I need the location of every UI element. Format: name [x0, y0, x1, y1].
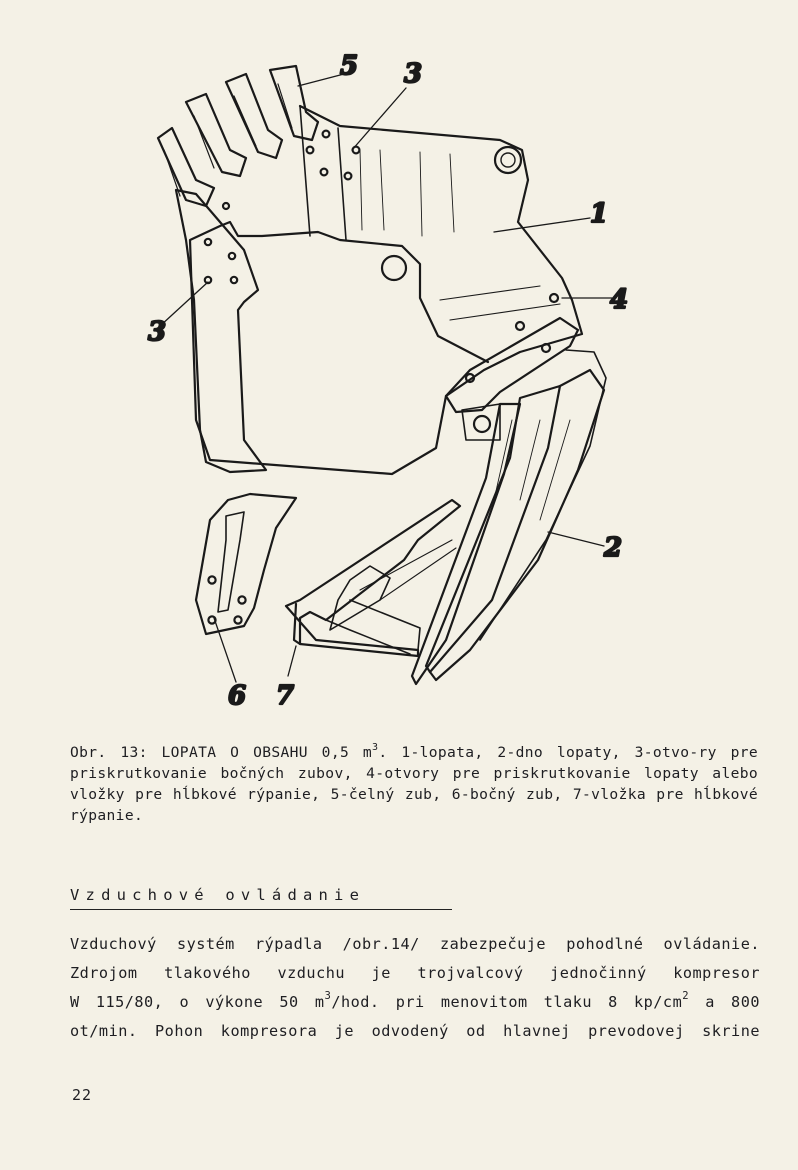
callout-4: 4 [610, 285, 629, 315]
side-tooth [196, 494, 296, 634]
page-number: 22 [72, 1086, 93, 1104]
body-line-3-a: W 115/80, o výkone 50 m [70, 993, 325, 1011]
caption-superscript: 3 [372, 742, 379, 753]
figure-caption [70, 742, 758, 826]
callout-1: 1 [590, 199, 609, 229]
body-line-1: Vzduchový systém rýpadla /obr.14/ zabezpečuje pohodlné ovládanie. [70, 935, 760, 953]
callout-3-left: 3 [148, 317, 167, 347]
body-line-3-sup2: 2 [682, 990, 690, 1002]
body-line-3 [70, 988, 760, 1017]
bucket-bottom [412, 350, 606, 684]
callout-3-top: 3 [404, 59, 423, 89]
body-line-4: ot/min. Pohon kompresora je odvodený od hlavnej prevodovej skrine [70, 1022, 760, 1040]
front-teeth [158, 66, 318, 206]
callout-5: 5 [340, 51, 359, 81]
caption-text: . 1-lopata, 2-dno lopaty, 3-otvo-ry pre priskrutkovanie bočných zubov, 4-otvory pre priskrutkovanie lopaty alebo vložky pre hĺbkové rýpanie, 5-čelný zub, 6-bočný zub, 7-vložka pre hĺbkové rýpanie. [70, 744, 758, 824]
body-line-2: Zdrojom tlakového vzduchu je trojvalcový jednočinný kompresor [70, 964, 760, 982]
body-line-3-b: /hod. pri menovitom tlaku 8 kp/cm [331, 993, 683, 1011]
bucket-body [190, 106, 582, 474]
caption-prefix: Obr. 13: LOPATA O OBSAHU 0,5 m [70, 744, 373, 761]
body-line-3-sup1: 3 [324, 990, 332, 1002]
section-heading: Vzduchové ovládanie [70, 886, 452, 910]
body-line-3-c: a 800 [689, 993, 760, 1011]
callout-7: 7 [276, 681, 295, 711]
leader-lines [160, 74, 612, 682]
bucket-lip [446, 294, 578, 440]
body-paragraph [70, 930, 760, 1046]
side-plate [176, 131, 359, 472]
callout-2: 2 [604, 533, 623, 563]
deep-dig-insert [286, 500, 460, 656]
callout-6: 6 [228, 681, 247, 711]
